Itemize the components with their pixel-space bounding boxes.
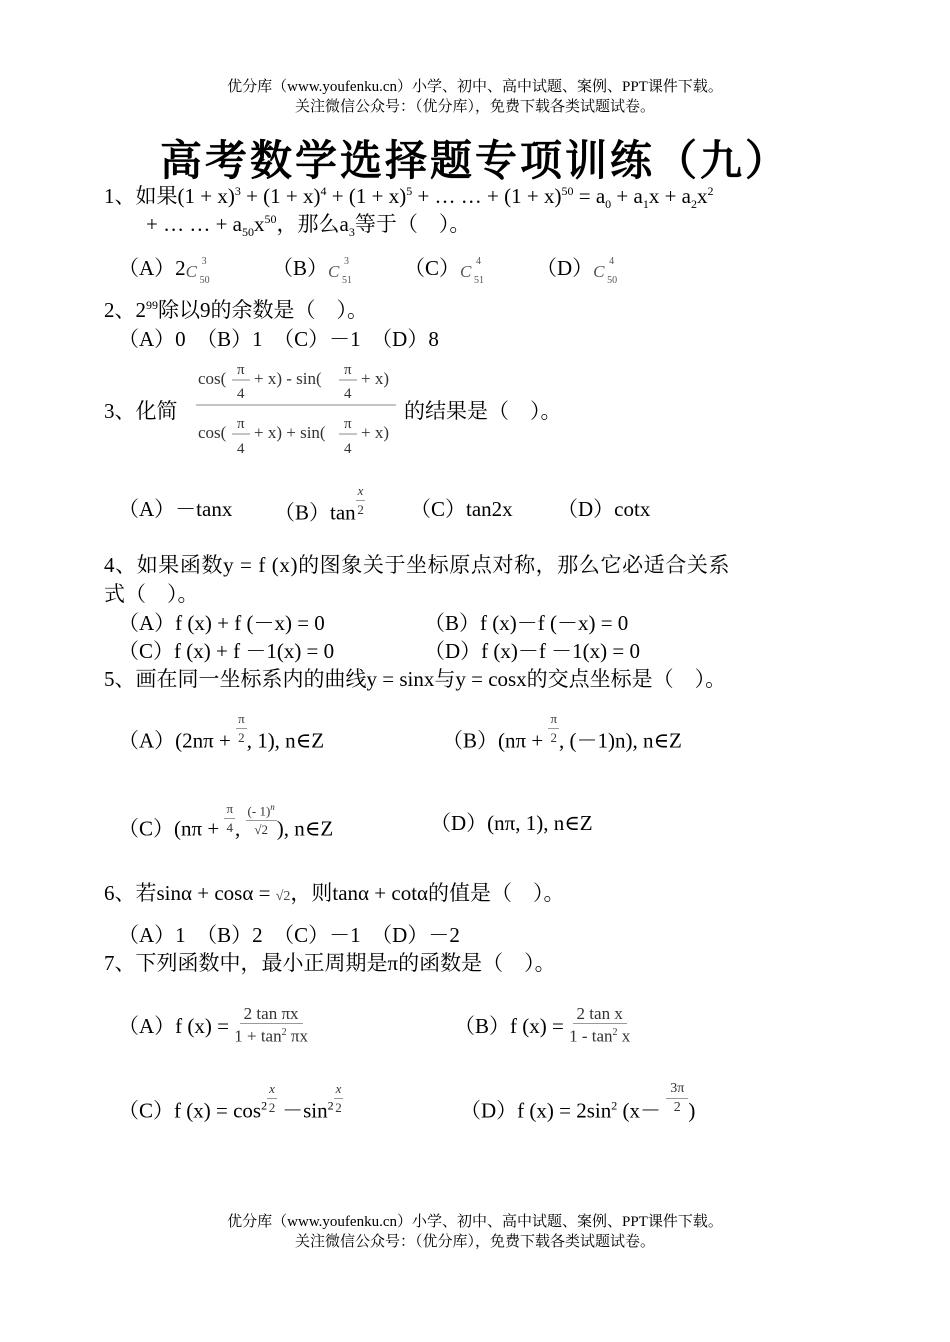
question-5-option-a[interactable]: （A）(2nπ + $\frac{\pi}{2}$ , 1), n∈Z (118, 711, 325, 753)
question-3-tail: 的结果是（ ）。 (404, 399, 562, 423)
question-4-line-2: 式（ ）。 (104, 582, 199, 606)
question-1-line-2: + … … + $a_{50}x^{50}$，那么$a_3$等于（ ）。 (146, 212, 471, 240)
neg-one-pow-n-over-sqrt2-fraction: $\frac{(- 1)^n}{√2}$ (246, 798, 277, 839)
pi-over-2-fraction: $\frac{\pi}{2}$ (550, 711, 558, 745)
svg-text:cos(: cos( (198, 423, 227, 442)
header-line-2: 关注微信公众号：（优分库），免费下载各类试题试卷。 (294, 99, 655, 115)
svg-text:+ x) - sin(: + x) - sin( (254, 369, 322, 388)
page-title: 高考数学选择题专项训练（九） (159, 136, 790, 185)
question-4-option-d[interactable]: （D）f (x)－f －1(x) = 0 (424, 639, 640, 663)
pi-over-2-fraction: $\frac{\pi}{2}$ (238, 711, 245, 745)
question-5-option-d[interactable]: （D）(nπ, 1), n∈Z (430, 811, 593, 835)
svg-text:+ x): + x) (361, 369, 389, 388)
question-4-line-1: 4、如果函数y = f (x)的图象关于坐标原点对称，那么它必适合关系 (104, 553, 731, 577)
question-3-option-b[interactable]: （B）tan $\frac{x}{2}$ (274, 483, 364, 525)
question-7-stem: 7、下列函数中，最小正周期是π的函数是（ ）。 (104, 951, 556, 975)
question-4-option-c[interactable]: （C）f (x) + f －1(x) = 0 (118, 639, 335, 663)
svg-text:π: π (237, 362, 245, 378)
combination-symbol: C 3 50 (185, 256, 210, 287)
svg-text:4: 4 (344, 441, 352, 457)
svg-text:4: 4 (344, 386, 352, 402)
option-a-fraction: $\frac{\text{2 tan πx}}{1 + \tan^2 \pi x}$ (234, 1004, 308, 1046)
svg-text:π: π (344, 362, 352, 378)
x-over-2-fraction: $\frac{x}{2}$ (268, 1081, 276, 1115)
x-over-2-fraction: $\frac{x}{2}$ (357, 483, 364, 517)
question-5-option-c[interactable]: （C）(nπ + $\frac{\pi}{4}$ , $\frac{(- 1)^n}{√2}$ ), n∈Z (118, 810, 333, 851)
svg-text:+ x): + x) (361, 423, 389, 442)
sqrt2-symbol: √2 (275, 889, 291, 904)
svg-text:4: 4 (237, 441, 245, 457)
question-1-option-b[interactable]: （B） C 3 51 (272, 255, 358, 283)
combination-symbol: C 4 51 (460, 256, 485, 287)
question-3-fraction (194, 354, 404, 460)
question-4-option-b[interactable]: （B）f (x)－f (－x) = 0 (424, 611, 629, 635)
footer-line-1: 优分库（www.youfenku.cn）小学、初中、高中试题、案例、PPT课件下载。 (227, 1214, 723, 1230)
question-7-option-d[interactable]: （D）f $(x) = 2\sin^2$ (x－ $\frac{3\pi}{2}$ ) (460, 1081, 696, 1123)
three-pi-over-2-fraction: $\frac{3\pi}{2}$ (666, 1080, 688, 1117)
svg-text:cos(: cos( (198, 369, 227, 388)
svg-text:π: π (237, 416, 245, 432)
question-7-option-c[interactable]: （C）f $(x) = \cos^2$ $\frac{x}{2}$ $-\sin^2$ $\frac{x}{2}$ (118, 1081, 342, 1123)
svg-text:4: 4 (237, 386, 245, 402)
question-5-stem: 5、画在同一坐标系内的曲线y = sinx与y = cosx的交点坐标是（ ）。 (104, 667, 727, 691)
question-3-option-c[interactable]: （C）tan2x (410, 497, 513, 521)
option-b-fraction: $\frac{\text{2 tan x}}{1 - \tan^2 x}$ (569, 1004, 631, 1046)
question-1-option-a[interactable]: （A）2 C 3 50 (118, 255, 216, 283)
question-4-option-a[interactable]: （A）f (x) + f (－x) = 0 (118, 611, 325, 635)
question-5-option-b[interactable]: （B）(nπ + $\frac{\pi}{2}$ , (－1)n), n∈Z (442, 711, 682, 753)
question-2-options[interactable]: （A）0 （B）1 （C）－1 （D）8 (118, 327, 439, 351)
footer-line-2: 关注微信公众号：（优分库），免费下载各类试题试卷。 (294, 1234, 655, 1250)
question-1-line-1: 1、如果$(1 + x)^3 + (1 + x)^4 + (1 + x)^5$ + … … + $(1 + x)^{50} = a_0 + a_1x + a_2x^2$ (104, 184, 714, 212)
question-3-option-a[interactable]: （A）－tanx (118, 497, 233, 521)
question-1-option-d[interactable]: （D） C 4 50 (536, 255, 623, 283)
question-6-stem: 6、若sinα + cosα = √2，则tanα + cotα的值是（ ）。 (104, 881, 565, 905)
svg-text:+ x) + sin(: + x) + sin( (254, 423, 326, 442)
pi-over-4-fraction: $\frac{\pi}{4}$ (226, 801, 234, 836)
svg-text:π: π (344, 416, 352, 432)
combination-symbol: C 4 50 (593, 256, 618, 287)
combination-symbol: C 3 51 (328, 256, 353, 287)
x-over-2-fraction: $\frac{x}{2}$ (335, 1081, 342, 1115)
question-7-option-b[interactable]: （B）f (x) = $\frac{\text{2 tan x}}{1 - \tan^2 x}$ (454, 1004, 631, 1046)
question-2-stem: 2、$2^{99}$除以9的余数是（ ）。 (104, 298, 368, 322)
header-line-1: 优分库（www.youfenku.cn）小学、初中、高中试题、案例、PPT课件下载。 (227, 79, 723, 95)
question-6-options[interactable]: （A）1 （B）2 （C）－1 （D）－2 (118, 923, 460, 947)
question-3-option-d[interactable]: （D）cotx (557, 497, 651, 521)
question-7-option-a[interactable]: （A）f (x) = $\frac{\text{2 tan πx}}{1 + \tan^2 \pi x}$ (118, 1004, 308, 1046)
question-3-lead: 3、化简 (104, 399, 178, 423)
question-1-option-c[interactable]: （C） C 4 51 (404, 255, 490, 283)
